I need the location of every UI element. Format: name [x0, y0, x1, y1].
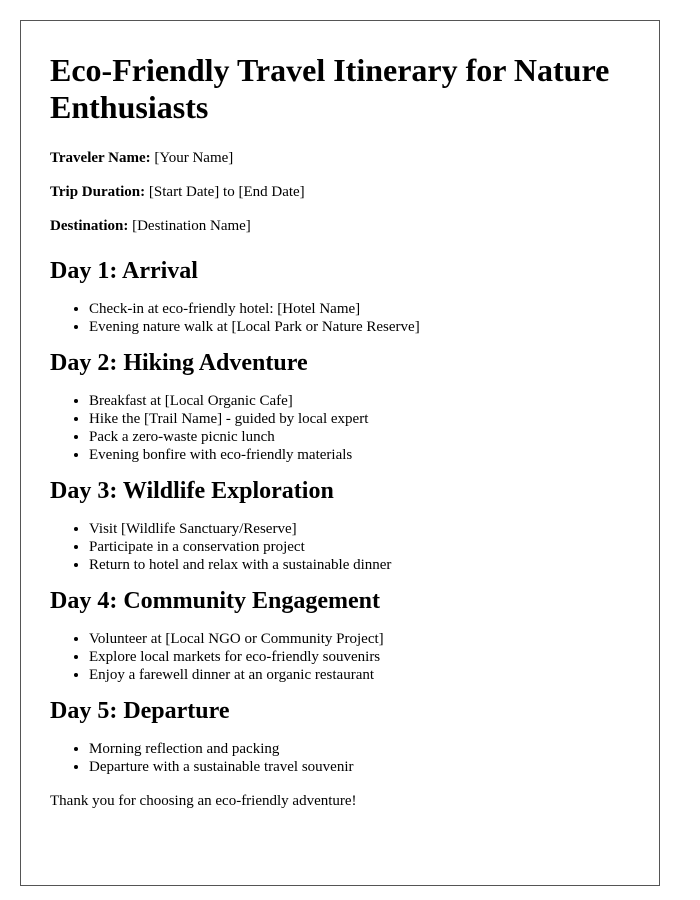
day-2-heading: Day 2: Hiking Adventure — [50, 350, 308, 376]
trip-duration-line — [50, 183, 630, 201]
list-item: • Morning reflection and packing — [89, 740, 630, 758]
list-item: • Pack a zero-waste picnic lunch — [89, 428, 630, 446]
day-2-list — [50, 392, 630, 464]
traveler-name-line — [50, 149, 630, 167]
list-item: • Evening bonfire with eco-friendly materials — [89, 446, 630, 464]
day-5-heading: Day 5: Departure — [50, 698, 230, 724]
list-item: • Explore local markets for eco-friendly souvenirs — [89, 648, 630, 666]
list-item: • Hike the [Trail Name] - guided by local expert — [89, 410, 630, 428]
list-item: • Volunteer at [Local NGO or Community Project] — [89, 630, 630, 648]
destination-label: Destination: — [50, 218, 129, 234]
day-4-list — [50, 630, 630, 684]
trip-duration-label: Trip Duration: — [50, 184, 146, 200]
traveler-name-value: [Your Name] — [150, 150, 234, 166]
list-item: • Check-in at eco-friendly hotel: [Hotel Name] — [89, 300, 630, 318]
list-item: • Evening nature walk at [Local Park or Nature Reserve] — [89, 318, 630, 336]
itinerary-document — [20, 20, 660, 886]
list-item: • Visit [Wildlife Sanctuary/Reserve] — [89, 520, 630, 538]
day-4-heading: Day 4: Community Engagement — [50, 588, 380, 614]
list-item: • Breakfast at [Local Organic Cafe] — [89, 392, 630, 410]
traveler-name-label: Traveler Name: — [50, 150, 151, 166]
list-item: • Participate in a conservation project — [89, 538, 630, 556]
day-5-list — [50, 740, 630, 776]
day-3-heading: Day 3: Wildlife Exploration — [50, 478, 334, 504]
day-1-list — [50, 300, 630, 336]
closing-message: Thank you for choosing an eco-friendly adventure! — [50, 793, 357, 809]
day-1-heading: Day 1: Arrival — [50, 258, 198, 284]
day-3-list — [50, 520, 630, 574]
list-item: • Return to hotel and relax with a sustainable dinner — [89, 556, 630, 574]
list-item: • Departure with a sustainable travel souvenir — [89, 758, 630, 776]
destination-line — [50, 217, 630, 235]
destination-value: [Destination Name] — [128, 218, 251, 234]
trip-duration-value: [Start Date] to [End Date] — [145, 184, 305, 200]
document-title: Eco-Friendly Travel Itinerary for Nature Enthusiasts — [50, 52, 610, 125]
list-item: • Enjoy a farewell dinner at an organic restaurant — [89, 666, 630, 684]
